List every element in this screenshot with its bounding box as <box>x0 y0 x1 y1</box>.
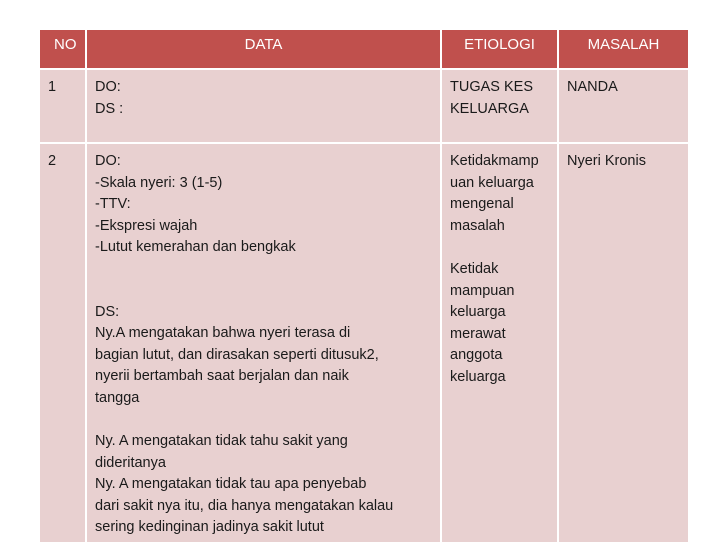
row-number: 2 <box>39 143 86 543</box>
etiologi-line: keluarga <box>450 304 506 320</box>
data-extra-line: sering kedinginan jadinya sakit lutut <box>95 519 324 535</box>
diagnosis-table <box>38 28 690 544</box>
etiologi-cell <box>441 143 558 543</box>
etiologi-line: Ketidak <box>450 261 499 277</box>
data-cell <box>86 143 441 543</box>
etiologi-line: keluarga <box>450 368 506 385</box>
data-ds-label: DS : <box>95 100 124 117</box>
header-no: NO <box>39 29 86 69</box>
etiologi-line: KELUARGA <box>450 100 529 117</box>
etiologi-line: TUGAS KES <box>450 79 533 95</box>
header-etiologi: ETIOLOGI <box>441 29 558 69</box>
masalah-cell: Nyeri Kronis <box>558 143 689 543</box>
header-masalah: MASALAH <box>558 29 689 69</box>
data-ds-line: Ny.A mengatakan bahwa nyeri terasa di <box>95 325 351 341</box>
etiologi-line: anggota <box>450 347 503 363</box>
header-row <box>39 29 689 69</box>
etiologi-line: merawat <box>450 325 506 342</box>
masalah-cell: NANDA <box>558 69 689 143</box>
data-ds-line: DS: <box>95 303 120 320</box>
etiologi-cell <box>441 69 558 143</box>
data-ds-line: bagian lutut, dan dirasakan seperti ditusuk2, <box>95 346 379 363</box>
data-ds-line: tangga <box>95 389 140 406</box>
data-cell <box>86 69 441 143</box>
table-row <box>39 143 689 543</box>
data-extra-line: dideritanya <box>95 454 166 471</box>
data-extra-line: dari sakit nya itu, dia hanya mengatakan kalau <box>95 497 394 514</box>
row-number: 1 <box>39 69 86 143</box>
data-ds-line: nyerii bertambah saat berjalan dan naik <box>95 368 349 384</box>
data-do-line: -Skala nyeri: 3 (1-5) <box>95 174 223 191</box>
data-extra-line: Ny. A mengatakan tidak tahu sakit yang <box>95 433 348 449</box>
table-row <box>39 69 689 143</box>
etiologi-line: masalah <box>450 217 505 234</box>
etiologi-line: uan keluarga <box>450 174 534 191</box>
header-data: DATA <box>86 29 441 69</box>
data-do-line: -TTV: <box>95 196 131 212</box>
data-do-label: DO: <box>95 79 121 95</box>
etiologi-line: Ketidakmamp <box>450 153 539 169</box>
data-do-line: -Ekspresi wajah <box>95 217 198 234</box>
data-extra-line: Ny. A mengatakan tidak tau apa penyebab <box>95 476 367 492</box>
data-do-line: DO: <box>95 153 121 169</box>
etiologi-line: mampuan <box>450 282 515 299</box>
etiologi-line: mengenal <box>450 196 514 212</box>
data-do-line: -Lutut kemerahan dan bengkak <box>95 239 296 255</box>
